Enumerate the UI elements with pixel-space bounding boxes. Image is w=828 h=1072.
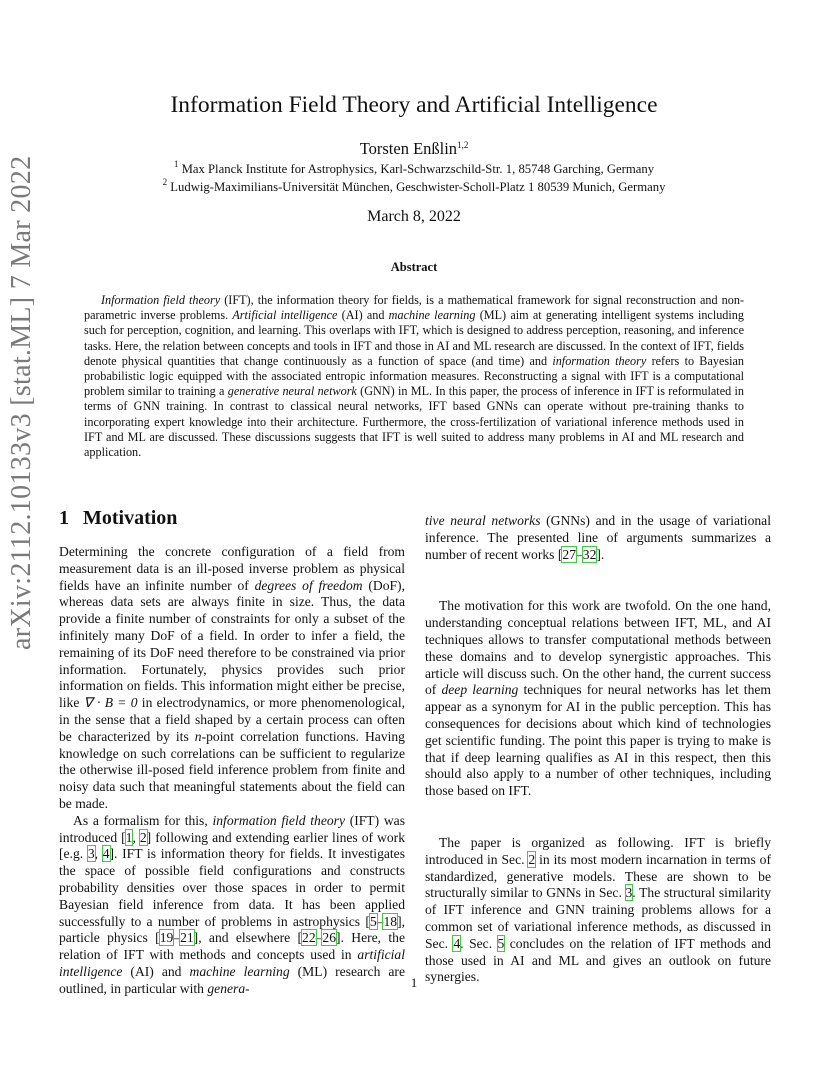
- text: concludes on the relation of IFT methods and those used in AI and ML and gives an outlook on future synergies.: [425, 935, 771, 985]
- paper-title: Information Field Theory and Artificial Intelligence: [170, 92, 658, 118]
- term-gnn: tive neural networks: [425, 513, 541, 528]
- author-name: Torsten Enßlin: [359, 139, 458, 158]
- section-number: 1: [59, 507, 69, 529]
- author-line: [0, 139, 828, 159]
- citation-link[interactable]: 5: [369, 913, 377, 929]
- citation-link[interactable]: 26: [322, 930, 337, 946]
- affiliation-1-sup: 1: [173, 159, 179, 169]
- paper-date: March 8, 2022: [367, 208, 461, 225]
- text: ]. IFT is information theory for fields. It investigates the space of possible field configurations and constructs probability densities over those spaces in order to permit Bayesian field inference from data. It has been applied successfully to a number of problems in astrophysics [: [59, 846, 405, 929]
- text: The motivation for this work are twofold. On the one hand, understanding conceptual relations between IFT, ML, and AI techniques allows to transfer computational methods between these domains and to develop synergistic approaches. This article will discuss such. On the other hand, the current success of: [425, 598, 771, 698]
- text: Determining the concrete configuration of a field from measurement data is an ill-posed inverse problem as physical fields have an infinite number of: [59, 544, 405, 593]
- term-ift: information field theory: [212, 812, 345, 828]
- text: ], and elsewhere [: [193, 930, 303, 946]
- text: ,: [94, 846, 103, 862]
- abstract-text: refers to Bayesian probabilistic logic equipped with the associated entropic information measures. Reconstructing a signal with IFT is a computational problem similar to training a: [84, 353, 744, 399]
- section-link[interactable]: 5: [497, 935, 505, 951]
- text: The paper is organized as following. IFT is briefly introduced in Sec.: [425, 834, 771, 867]
- text: (IFT) was introduced [: [59, 812, 405, 845]
- text: ], particle physics [: [59, 913, 405, 946]
- text: ].: [596, 546, 605, 562]
- text: As a formalism for this,: [73, 812, 213, 828]
- text: –: [576, 546, 583, 562]
- abstract-text: (ML) aim at generating intelligent systems including such for perception, cognition, and learning. This overlaps with IFT, which is designed to address perception, reasoning, and inference tasks. Here, the relation between concepts and tools in IFT and those in AI and ML research are discussed. In the context of IFT, fields denote physical quantities that change continuously as a function of space (and time) and: [84, 308, 744, 368]
- math-divergence: ∇ · B = 0: [83, 695, 138, 711]
- affiliation-2-text: Ludwig-Maximilians-Universität München, Geschwister-Scholl-Platz 1 80539 Munich, Germany: [170, 180, 666, 194]
- affiliation-2-sup: 2: [162, 177, 168, 187]
- abstract-heading: Abstract: [390, 260, 438, 274]
- left-paragraph-2: [59, 813, 405, 998]
- citation-link[interactable]: 22: [302, 930, 316, 946]
- text: ]. Here, the relation of IFT with methods and concepts used in: [59, 930, 405, 963]
- section-link[interactable]: 2: [528, 851, 536, 867]
- text: -point correlation functions. Having knowledge on such correlations can be sufficient to regularize the otherwise ill-posed field inference problem from finite and noisy data such that meaningful statements about the field can be made.: [59, 728, 405, 811]
- citation-link[interactable]: 27: [562, 546, 576, 562]
- citation-link[interactable]: 3: [87, 846, 95, 862]
- text: –: [173, 930, 181, 946]
- abstract-text: (GNN) in ML. In this paper, the process of inference in IFT is reformulated in terms of GNN training. In contrast to classical neural networks, IFT based GNNs can operate without pre-training thanks to incorporating expert knowledge into their architecture. Furthermore, the cross-fertilization of variational inference methods used in IFT and ML are discussed. These discussions suggests that IFT is well suited to address many problems in AI and ML research and application.: [84, 384, 744, 460]
- citation-link[interactable]: 21: [180, 930, 194, 946]
- citation-link[interactable]: 4: [102, 846, 110, 862]
- text: (ML) research are outlined, in particular with: [59, 963, 405, 996]
- text: –: [376, 913, 384, 929]
- citation-link[interactable]: 1: [125, 829, 133, 845]
- term-ai: artificial intelligence: [59, 947, 405, 979]
- affiliation-1: [0, 159, 828, 177]
- term-deep-learning: deep learning: [441, 682, 519, 698]
- abstract-term-ai: Artificial intelligence: [232, 308, 338, 323]
- text: –: [315, 930, 323, 946]
- right-paragraph-2: [425, 598, 771, 800]
- abstract-term-ml: machine learning: [388, 308, 476, 323]
- abstract-term-info-theory: information theory: [552, 353, 647, 368]
- text: (AI) and: [122, 963, 190, 979]
- citation-link[interactable]: 32: [582, 546, 597, 562]
- affiliation-2: [0, 177, 828, 195]
- math-n: n: [194, 728, 202, 744]
- left-paragraph-1: [59, 544, 405, 813]
- abstract-term-gnn: generative neural network: [227, 384, 357, 399]
- citation-link[interactable]: 18: [383, 913, 398, 929]
- term-ml: machine learning: [189, 963, 290, 979]
- abstract-body: [84, 293, 744, 460]
- text: techniques for neural networks has let them appear as a synonym for AI in the public perception. This has consequences for decisions about which kind of technologies get scientific funding. The point this paper is trying to make is that if deep learning qualifies as AI in this respect, then this should also apply to a number of other techniques, including those based on IFT.: [425, 682, 771, 799]
- page-number: 1: [410, 975, 418, 990]
- abstract-text: (AI) and: [337, 308, 389, 323]
- author-affil-sup: 1,2: [457, 140, 469, 150]
- section-title: Motivation: [83, 507, 178, 529]
- text: in its most modern incarnation in terms of standardized, generative models. These are shown to be structurally similar to GNNs in Sec.: [425, 851, 771, 901]
- left-column: [59, 544, 405, 998]
- section-link[interactable]: 4: [453, 935, 461, 951]
- right-column: [425, 513, 771, 986]
- section-link[interactable]: 3: [625, 885, 633, 901]
- section-heading: [59, 507, 177, 530]
- abstract-paragraph: [84, 293, 744, 460]
- term-dof: degrees of freedom: [254, 577, 363, 593]
- text: ] following and extending earlier lines of work [e.g.: [59, 829, 405, 862]
- arxiv-side-stamp: arXiv:2112.10133v3 [stat.ML] 7 Mar 2022: [6, 155, 37, 650]
- text: (DoF), whereas data sets are always finite in size. Thus, the data provide a finite number of constraints for only a subset of the infinitely many DoF of a field. In order to infer a field, the remaining of its DoF need therefore to be constrained via prior information. Fortunately, physics provides such prior information on fields. This information might either be precise, like: [59, 577, 405, 711]
- text: . The structural similarity of IFT inference and GNN training problems allows for a common set of variational inference methods, as discussed in Sec.: [425, 885, 771, 951]
- citation-link[interactable]: 2: [139, 829, 147, 845]
- text: (GNNs) and in the usage of variational inference. The presented line of arguments summarizes a number of recent works [: [425, 513, 771, 562]
- text: ,: [132, 829, 140, 845]
- abstract-text: (IFT), the information theory for fields, is a mathematical framework for signal reconstruction and non-parametric inverse problems.: [84, 293, 745, 323]
- text: . Sec.: [460, 935, 498, 951]
- right-paragraph-3: [425, 835, 771, 986]
- right-paragraph-1: [425, 513, 771, 563]
- text: in electrodynamics, or more phenomenological, in the sense that a field shaped by a certain process can often be characterized by its: [59, 695, 405, 744]
- affiliation-1-text: Max Planck Institute for Astrophysics, Karl-Schwarzschild-Str. 1, 85748 Garching, Germany: [181, 162, 655, 176]
- term-generative: genera-: [207, 980, 250, 996]
- abstract-term-ift: Information field theory: [101, 293, 221, 307]
- citation-link[interactable]: 19: [159, 930, 174, 946]
